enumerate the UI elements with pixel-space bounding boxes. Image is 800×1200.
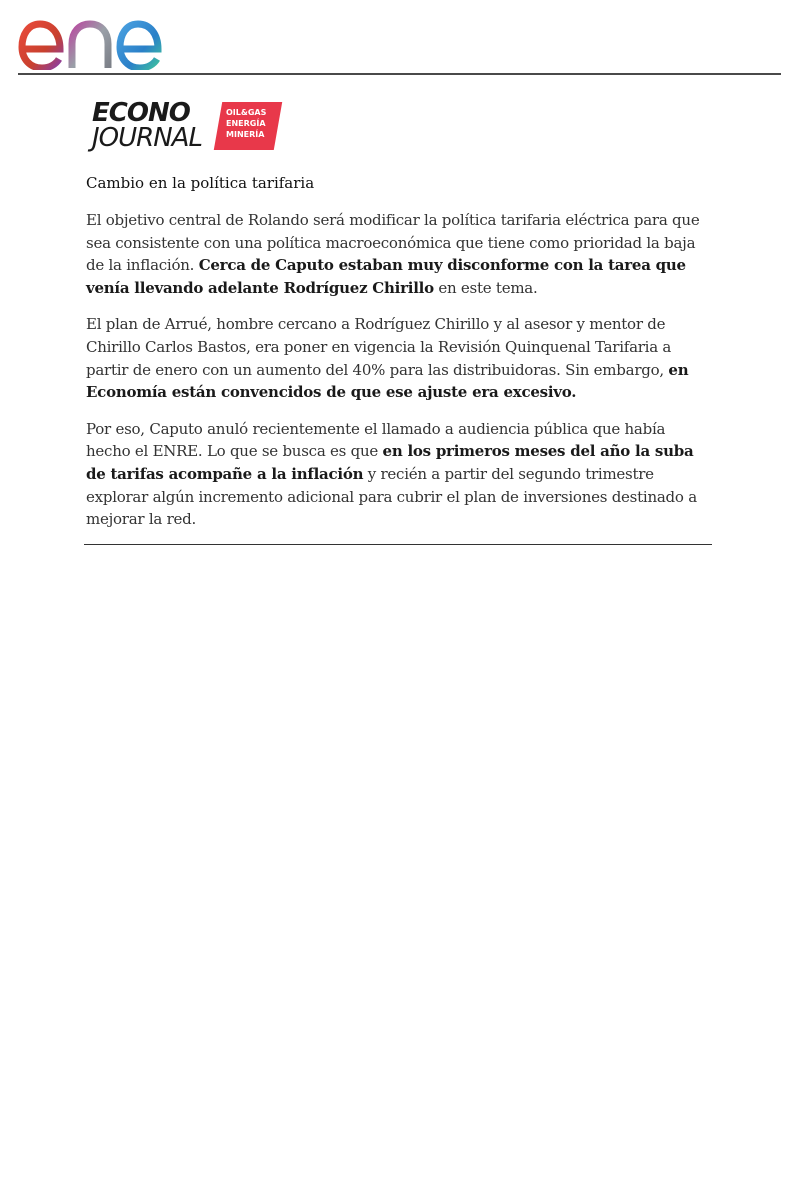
econojournal-logo: [92, 100, 282, 154]
divider: [84, 544, 712, 545]
text-segment: en este tema.: [433, 278, 538, 297]
bold-segment: en los primeros meses del año la suba de tarifas acompañe a la inflación: [86, 442, 694, 483]
badge-line: OIL&GAS: [226, 108, 267, 117]
logo-badge-text: [226, 107, 266, 140]
logo-econo-text: ECONO: [92, 98, 190, 128]
section-title: Cambio en la política tarifaria: [86, 174, 315, 192]
enel-logo[interactable]: [18, 4, 193, 70]
logo-journal-text: JOURNAL: [92, 123, 202, 153]
paragraph: [86, 418, 712, 531]
paragraph: [86, 313, 712, 403]
text-segment: y recién a partir del segundo trimestre explorar algún incremento adicional para cubrir el plan de inversiones destinado a mejorar la red.: [86, 464, 697, 529]
site-header: [18, 0, 781, 75]
badge-line: MINERÍA: [226, 130, 265, 139]
text-segment: El plan de Arrué, hombre cercano a Rodríguez Chirillo y al asesor y mentor de Chirillo Carlos Bastos, era poner en vigencia la Revisión Quinquenal Tarifaria a partir de enero con un aumento del 40% para las distribuidoras. Sin embargo,: [86, 315, 672, 379]
bold-segment: en Economía están convencidos de que ese ajuste era excesivo.: [86, 360, 689, 402]
text-segment: Por eso, Caputo anuló recientemente el llamado a audiencia pública que había hecho el ENRE. Lo que se busca es que: [86, 419, 666, 461]
badge-line: ENERGÍA: [226, 119, 266, 128]
text-segment: El objetivo central de Rolando será modificar la política tarifaria eléctrica para que sea consistente con una política macroeconómica que tiene como prioridad la baja de la inflación.: [86, 211, 700, 275]
paragraph: [86, 209, 712, 299]
bold-segment: Cerca de Caputo estaban muy disconforme con la tarea que venía llevando adelante Rodríguez Chirillo: [86, 256, 686, 297]
article-body: [86, 172, 712, 545]
